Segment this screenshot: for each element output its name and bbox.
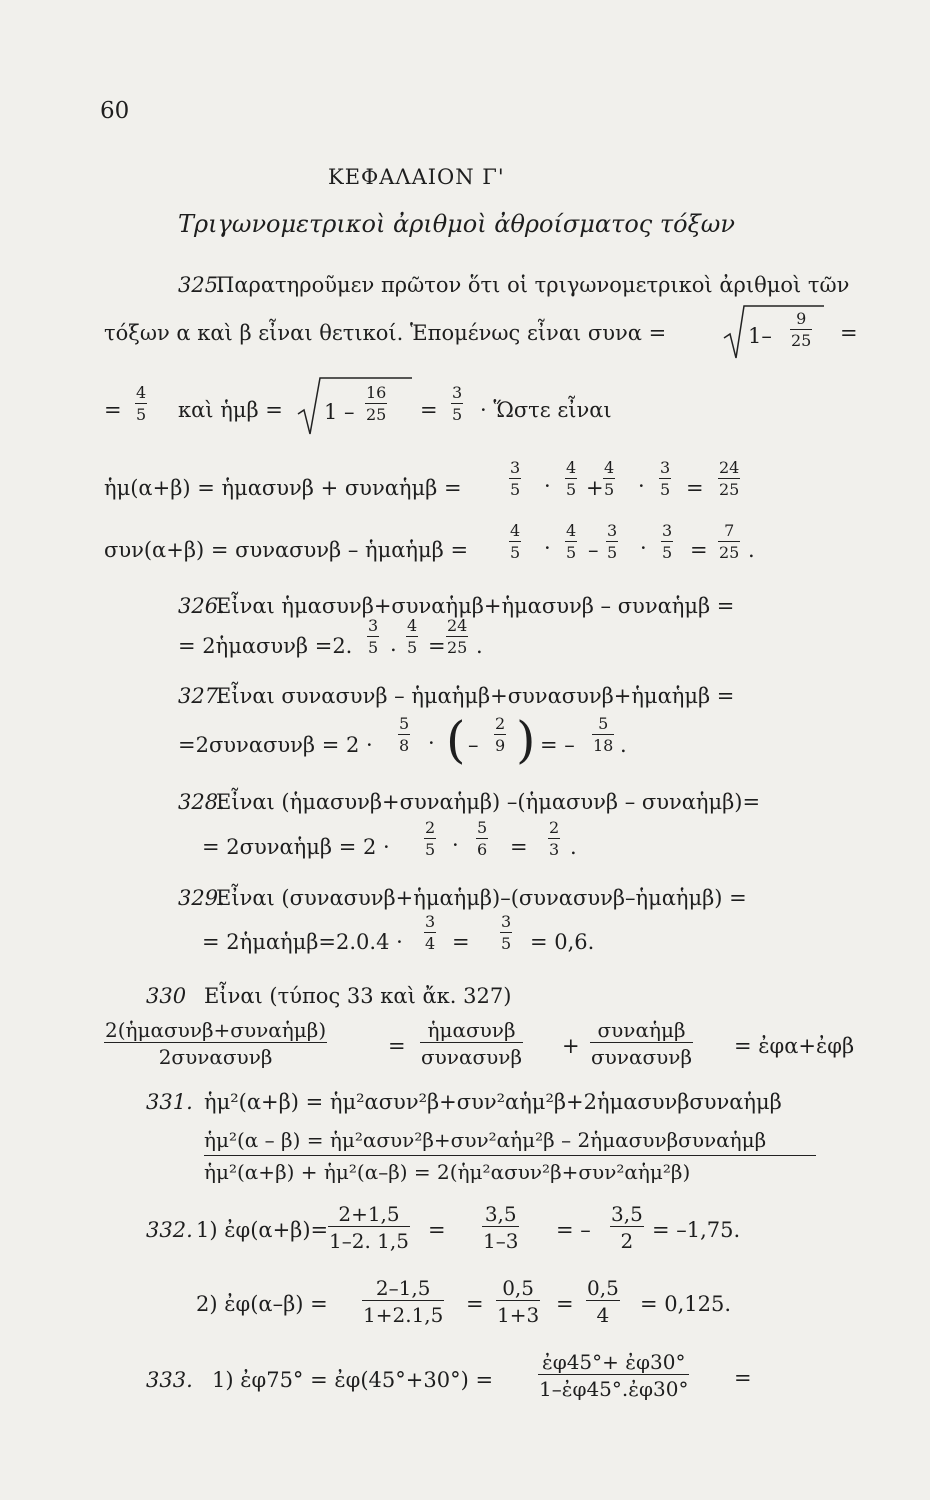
period: . — [620, 733, 627, 757]
p325-kai-text: καὶ ἡμβ = — [178, 398, 283, 422]
p329-line1: Εἶναι (συνασυνβ+ἡμαἡμβ)–(συνασυνβ–ἡμαἡμβ) = — [216, 886, 747, 910]
fraction: $\frac{3}{5}$ — [660, 458, 671, 499]
sqrt1-one: 1– — [748, 324, 772, 348]
p332-line1-tail: = –1,75. — [652, 1218, 741, 1242]
operator: = — [734, 1366, 752, 1390]
operator: = — [556, 1292, 574, 1316]
fraction: $\frac{24}{25}$ — [719, 458, 740, 499]
operator: = — [466, 1292, 484, 1316]
page-number: 60 — [100, 98, 130, 124]
p325-line2: τόξων α καὶ β εἶναι θετικοί. Ἑπομένως εἶναι συνα = — [104, 321, 667, 345]
exercise-number-327: 327. — [178, 684, 225, 708]
fraction: $\frac{5}{18}$ — [593, 714, 614, 755]
exercise-number-328: 328. — [178, 790, 225, 814]
fraction: $\frac{4}{5}$ — [604, 458, 615, 499]
fraction: $\frac{0,5}{1+3}$ — [497, 1276, 540, 1327]
p333-lhs: 1) ἐφ75° = ἐφ(45°+30°) = — [212, 1368, 494, 1392]
p331-fraction-bottom: ἡμ²(α+β) + ἡμ²(α–β) = 2(ἡμ²ασυν²β+συν²αἡμ²β) — [204, 1160, 691, 1184]
operator: = — [428, 1218, 446, 1242]
exercise-number-326: 326. — [178, 594, 225, 618]
fraction: $\frac{4}{5}$ — [136, 383, 147, 424]
period: . — [476, 634, 483, 658]
square-root-sign — [296, 374, 414, 436]
fraction: $\frac{3,5}{2}$ — [611, 1202, 643, 1253]
operator: + — [562, 1034, 580, 1058]
operator: · — [638, 474, 645, 498]
p332-line2-lhs: 2) ἐφ(α–β) = — [196, 1292, 328, 1316]
exercise-number-332: 332. — [146, 1218, 193, 1242]
operator: = — [428, 634, 446, 658]
operator: = – — [540, 733, 575, 757]
exercise-number-333: 333. — [146, 1368, 193, 1392]
operator: – — [588, 538, 599, 562]
fraction: $\frac{4}{5}$ — [407, 616, 418, 657]
p325-line5-lhs: συν(α+β) = συνασυνβ – ἡμαἡμβ = — [104, 538, 469, 562]
chapter-heading: ΚΕΦΑΛΑΙΟΝ Γ' — [328, 165, 505, 189]
fraction: $\frac{4}{5}$ — [510, 521, 521, 562]
p329-tail: = 0,6. — [530, 930, 595, 954]
operator: · — [452, 833, 459, 857]
p327-line1: Εἶναι συνασυνβ – ἡμαἡμβ+συνασυνβ+ἡμαἡμβ = — [216, 684, 735, 708]
exercise-number-325: 325. — [178, 273, 225, 297]
fraction-bar — [204, 1155, 816, 1156]
fraction: $\frac{3}{5}$ — [662, 521, 673, 562]
fraction: $\frac{9}{25}$ — [791, 309, 812, 350]
operator: = — [510, 835, 528, 859]
equals-sign: = — [420, 398, 438, 422]
fraction: $\frac{3}{5}$ — [368, 616, 379, 657]
p325-ostheinai: · Ὥστε εἶναι — [480, 398, 612, 422]
fraction: $\frac{2+1,5}{1-2. 1,5}$ — [329, 1202, 409, 1253]
equals-sign: = — [104, 398, 122, 422]
p326-line1: Εἶναι ἡμασυνβ+συναἡμβ+ἡμασυνβ – συναἡμβ = — [216, 594, 735, 618]
operator: = — [452, 930, 470, 954]
p331-fraction-top: ἡμ²(α – β) = ἡμ²ασυν²β+συν²αἡμ²β – 2ἡμασυνβσυναἡμβ — [204, 1128, 767, 1152]
operator: · — [544, 474, 551, 498]
fraction: $\frac{2}{9}$ — [495, 714, 506, 755]
fraction: $\frac{5}{6}$ — [477, 818, 488, 859]
fraction: $\frac{2-1,5}{1+2.1,5}$ — [363, 1276, 444, 1327]
left-parenthesis: ( — [446, 711, 466, 769]
fraction: $\frac{3,5}{1-3}$ — [483, 1202, 519, 1253]
p330-tail: = ἐφα+ἐφβ — [734, 1034, 855, 1058]
exercise-number-331: 331. — [146, 1090, 193, 1114]
period: . — [748, 538, 755, 562]
p329-line2: = 2ἡμαἡμβ=2.0.4 · — [202, 930, 403, 954]
fraction: $\frac{24}{25}$ — [447, 616, 468, 657]
fraction: $\frac{16}{25}$ — [366, 383, 387, 424]
operator: . — [390, 632, 397, 656]
fraction: $\frac{2}{3}$ — [549, 818, 560, 859]
fraction: $\frac{3}{5}$ — [607, 521, 618, 562]
operator: = — [388, 1034, 406, 1058]
fraction: 2(ἡμασυνβ+συναἡμβ) 2συνασυνβ — [105, 1018, 327, 1069]
fraction: $\frac{3}{4}$ — [425, 912, 436, 953]
right-parenthesis: ) — [516, 711, 536, 769]
p330-line1: Εἶναι (τύπος 33 καὶ ἄκ. 327) — [204, 984, 512, 1008]
exercise-number-329: 329. — [178, 886, 225, 910]
p332-line2-tail: = 0,125. — [640, 1292, 732, 1316]
fraction: $\frac{4}{5}$ — [566, 521, 577, 562]
section-title: Τριγωνομετρικοὶ ἀριθμοὶ ἀθροίσματος τόξων — [178, 210, 735, 238]
fraction: $\frac{7}{25}$ — [719, 521, 740, 562]
p328-line1: Εἶναι (ἡμασυνβ+συναἡμβ) –(ἡμασυνβ – συναἡμβ)= — [216, 790, 761, 814]
fraction: $\frac{3}{5}$ — [452, 383, 463, 424]
operator: · — [428, 731, 435, 755]
p327-line2: =2συνασυνβ = 2 · — [178, 733, 373, 757]
p328-line2: = 2συναἡμβ = 2 · — [202, 835, 390, 859]
operator: · — [640, 536, 647, 560]
operator: – — [468, 733, 479, 757]
fraction: $\frac{\text{ἐφ45°+ ἐφ30°}}{\text{1–ἐφ45°.ἐφ30°}}$ — [539, 1350, 689, 1401]
operator: = — [686, 476, 704, 500]
p332-line1-lhs: 1) ἐφ(α+β)= — [196, 1218, 329, 1242]
p331-line1: ἡμ²(α+β) = ἡμ²ασυν²β+συν²αἡμ²β+2ἡμασυνβσυναἡμβ — [204, 1090, 782, 1114]
operator: · — [544, 536, 551, 560]
p325-line4-lhs: ἡμ(α+β) = ἡμασυνβ + συναἡμβ = — [104, 476, 462, 500]
fraction: $\frac{3}{5}$ — [501, 912, 512, 953]
fraction: ἡμασυνβ συνασυνβ — [421, 1018, 523, 1069]
fraction: $\frac{5}{8}$ — [399, 714, 410, 755]
p325-line1: Παρατηροῦμεν πρῶτον ὅτι οἱ τριγωνομετρικοὶ ἀριθμοὶ τῶν — [216, 273, 850, 297]
fraction: $\frac{4}{5}$ — [566, 458, 577, 499]
sqrt2-one: 1 – — [324, 400, 355, 424]
exercise-number-330: 330 — [146, 984, 187, 1008]
fraction: συναἡμβ συνασυνβ — [591, 1018, 693, 1069]
fraction: $\frac{2}{5}$ — [425, 818, 436, 859]
fraction: $\frac{0,5}{4}$ — [587, 1276, 619, 1327]
operator: = — [690, 538, 708, 562]
equals-sign: = — [840, 321, 858, 345]
operator: = – — [556, 1218, 591, 1242]
fraction: $\frac{3}{5}$ — [510, 458, 521, 499]
operator: + — [586, 476, 604, 500]
p326-line2: = 2ἡμασυνβ =2. — [178, 634, 353, 658]
period: . — [570, 835, 577, 859]
